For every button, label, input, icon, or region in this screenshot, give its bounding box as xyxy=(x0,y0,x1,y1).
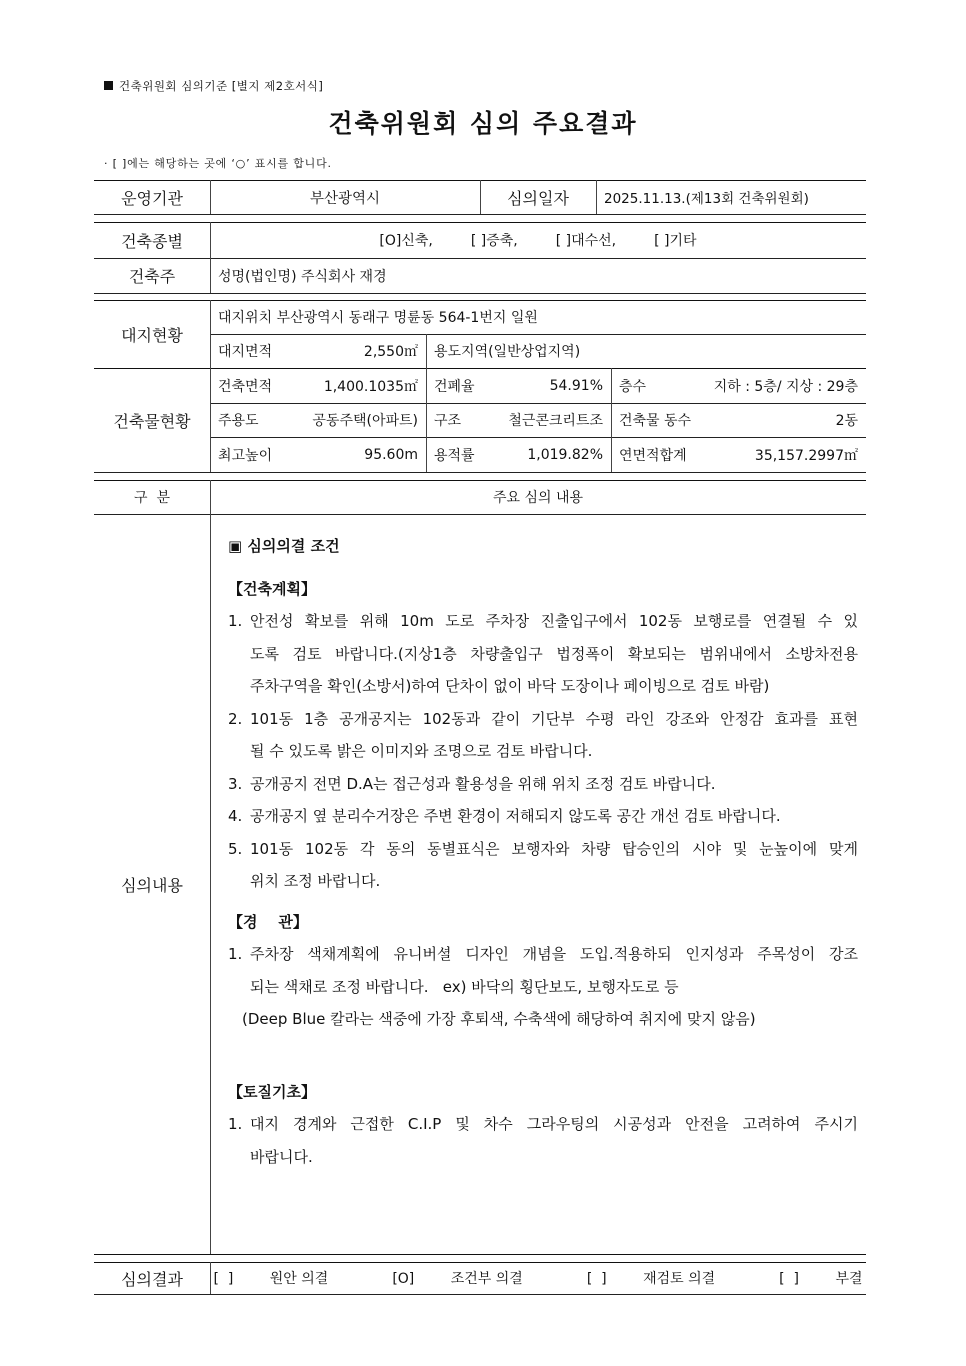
list-item xyxy=(228,1108,858,1141)
page-title: 건축위원회 심의 주요결과 xyxy=(328,109,638,138)
item-line: 101동 1층 공개공지는 102동과 같이 기단부 수평 라인 강조와 안정감 효과를 표현 xyxy=(250,709,858,728)
table-border xyxy=(94,1254,866,1255)
table-border xyxy=(94,293,866,294)
item-line: 공개공지 옆 분리수거장은 주변 환경이 저해되지 않도록 공간 개선 검토 바랍니다. xyxy=(250,807,781,825)
zoning: 용도지역(일반상업지역) xyxy=(434,344,581,360)
review-content-header: 주요 심의 내용 xyxy=(492,490,584,506)
check-mark: [ ] xyxy=(470,233,487,249)
table-border xyxy=(210,480,211,1254)
item-line: 될 수 있도록 밝은 이미지와 조명으로 검토 바랍니다. xyxy=(250,742,593,760)
item-number: 2. xyxy=(228,709,243,728)
check-mark: [ ] xyxy=(779,1271,799,1287)
structure-value: 철근콘크리트조 xyxy=(508,413,603,429)
site-label: 대지현황 xyxy=(121,325,183,345)
table-border xyxy=(94,214,866,215)
max-height xyxy=(210,437,426,472)
checkbox-extension[interactable] xyxy=(471,230,518,250)
black-square-icon xyxy=(104,81,113,90)
table-border xyxy=(94,1294,866,1295)
list-item-continuation xyxy=(228,670,858,703)
check-mark: [ ] xyxy=(586,1271,607,1287)
list-item xyxy=(228,703,858,736)
building-label: 건축물현황 xyxy=(113,411,191,431)
checkbox-original-approval[interactable] xyxy=(198,1268,345,1288)
floors xyxy=(611,368,866,403)
checkbox-rejection[interactable] xyxy=(763,1268,878,1288)
total-floor-area-label: 연면적합계 xyxy=(619,447,687,464)
total-floor-area xyxy=(611,437,866,472)
item-line: 안전성 확보를 위해 10m 도로 주차장 진출입구에서 102동 보행로를 연결될 수 있 xyxy=(250,612,858,630)
building-area xyxy=(210,368,426,403)
main-use xyxy=(210,403,426,437)
item-line: 주차장 색채계획에 유니버셜 디자인 개념을 도입.적용하되 인지성과 주목성이 강조 xyxy=(250,945,858,963)
review-content xyxy=(228,530,858,1173)
building-area-value: 1,400.1035㎡ xyxy=(323,378,418,395)
item-number: 1. xyxy=(228,945,243,963)
site-area-label: 대지면적 xyxy=(218,344,273,360)
far-value: 1,019.82% xyxy=(527,446,603,463)
option-label: 신축, xyxy=(401,233,433,249)
max-height-value: 95.60m xyxy=(364,446,418,463)
item-number: 5. xyxy=(228,839,243,858)
building-type-label: 건축종별 xyxy=(121,231,183,251)
far-label: 용적률 xyxy=(434,447,475,464)
structure-label: 구조 xyxy=(434,413,462,429)
check-mark: [ ] xyxy=(555,233,572,249)
option-label: 대수선, xyxy=(571,233,617,249)
item-number: 1. xyxy=(228,1115,243,1133)
section-heading-architecture: 【건축계획】 xyxy=(228,579,316,598)
item-line: 공개공지 전면 D.A는 접근성과 활용성을 위해 위치 조정 검토 바랍니다. xyxy=(250,774,716,793)
check-mark: [ ] xyxy=(654,233,670,249)
checkbox-re-review[interactable] xyxy=(571,1268,731,1288)
total-floor-area-value: 35,157.2997㎡ xyxy=(754,447,858,464)
building-type-options xyxy=(210,222,866,258)
resolution-heading: ▣ 심의의결 조건 xyxy=(228,537,340,555)
building-count-value: 2동 xyxy=(835,413,858,429)
option-label: 기타 xyxy=(669,233,697,249)
operator-value: 부산광역시 xyxy=(309,190,381,207)
list-item-continuation xyxy=(228,735,858,768)
review-date-value: 2025.11.13.(제13회 건축위원회) xyxy=(604,191,809,207)
building-area-label: 건축면적 xyxy=(218,378,273,395)
item-number: 1. xyxy=(228,612,243,630)
review-content-label: 심의내용 xyxy=(121,875,183,895)
option-label: 증축, xyxy=(486,233,518,249)
form-reference-text: 건축위원회 심의기준 [별지 제2호서식] xyxy=(119,79,324,93)
building-count xyxy=(611,403,866,437)
list-item xyxy=(228,768,858,801)
section-heading-geotechnical: 【토질기초】 xyxy=(228,1082,316,1101)
floor-area-ratio xyxy=(426,437,611,472)
option-label: 재검토 의결 xyxy=(643,1271,716,1287)
owner-value: 성명(법인명) 주식회사 재경 xyxy=(218,268,387,285)
list-item xyxy=(228,605,858,638)
landscape-note: (Deep Blue 칼라는 색중에 가장 후퇴색, 수축색에 해당하여 취지에 맞지 않음) xyxy=(242,1010,756,1028)
owner-label: 건축주 xyxy=(128,267,176,286)
item-line: 대지 경계와 근접한 C.I.P 및 차수 그라우팅의 시공성과 안전을 고려하여 주시기 xyxy=(250,1115,858,1133)
item-line: 되는 색채로 조정 바랍니다. ex) 바닥의 횡단보도, 보행자도로 등 xyxy=(250,977,679,996)
main-use-label: 주용도 xyxy=(218,413,259,429)
coverage-ratio xyxy=(426,368,611,403)
option-label: 조건부 의결 xyxy=(450,1271,523,1287)
list-item xyxy=(228,800,858,833)
list-item-continuation xyxy=(228,638,858,671)
coverage-value: 54.91% xyxy=(549,377,603,394)
max-height-label: 최고높이 xyxy=(218,447,273,464)
review-date-label: 심의일자 xyxy=(507,188,569,208)
item-line: 도록 검토 바랍니다.(지상1층 차량출입구 법정폭이 확보되는 범위내에서 소방차전용 xyxy=(250,644,858,663)
list-item-continuation xyxy=(228,971,858,1004)
checkbox-major-repair[interactable] xyxy=(556,230,616,250)
list-item xyxy=(228,938,858,971)
item-number: 3. xyxy=(228,774,243,793)
site-location: 대지위치 부산광역시 동래구 명륜동 564-1번지 일원 xyxy=(218,310,538,326)
operator-label: 운영기관 xyxy=(121,188,183,208)
form-reference xyxy=(104,78,323,94)
option-label: 부결 xyxy=(835,1271,863,1287)
structure xyxy=(426,403,611,437)
site-area xyxy=(210,334,426,368)
check-mark: [O] xyxy=(379,233,402,249)
instruction-note: · [ ]에는 해당하는 곳에 ‘○’ 표시를 합니다. xyxy=(104,157,332,170)
floors-value: 지하 : 5층/ 지상 : 29층 xyxy=(713,378,858,395)
section-heading-landscape: 【경 관】 xyxy=(228,912,308,931)
item-line: 주차구역을 확인(소방서)하여 단차이 없이 바닥 도장이나 페이빙으로 검토 바람) xyxy=(250,677,770,695)
item-line: 바랍니다. xyxy=(250,1147,313,1166)
site-area-value: 2,550㎡ xyxy=(363,344,418,360)
building-count-label: 건축물 동수 xyxy=(619,413,692,429)
item-number: 4. xyxy=(228,807,243,825)
checkbox-conditional-approval[interactable] xyxy=(376,1268,538,1288)
review-result-label: 심의결과 xyxy=(121,1269,183,1289)
floors-label: 층수 xyxy=(619,378,647,395)
list-item-continuation xyxy=(228,865,858,898)
check-mark: [ ] xyxy=(213,1271,234,1287)
check-mark: [O] xyxy=(392,1271,415,1287)
item-line: 101동 102동 각 동의 동별표식은 보행자와 차량 탑승인의 시야 및 눈높이에 맞게 xyxy=(250,839,858,858)
list-item-continuation xyxy=(228,1141,858,1174)
category-header: 구 분 xyxy=(134,490,170,506)
coverage-label: 건폐율 xyxy=(434,378,475,395)
review-result-options xyxy=(210,1262,866,1294)
list-item xyxy=(228,833,858,866)
table-border xyxy=(596,180,597,214)
main-use-value: 공동주택(아파트) xyxy=(312,413,418,429)
checkbox-other[interactable] xyxy=(654,230,696,250)
table-border xyxy=(94,472,866,473)
checkbox-new-build[interactable] xyxy=(379,230,432,250)
item-line: 위치 조정 바랍니다. xyxy=(250,872,381,890)
option-label: 원안 의결 xyxy=(269,1271,329,1287)
